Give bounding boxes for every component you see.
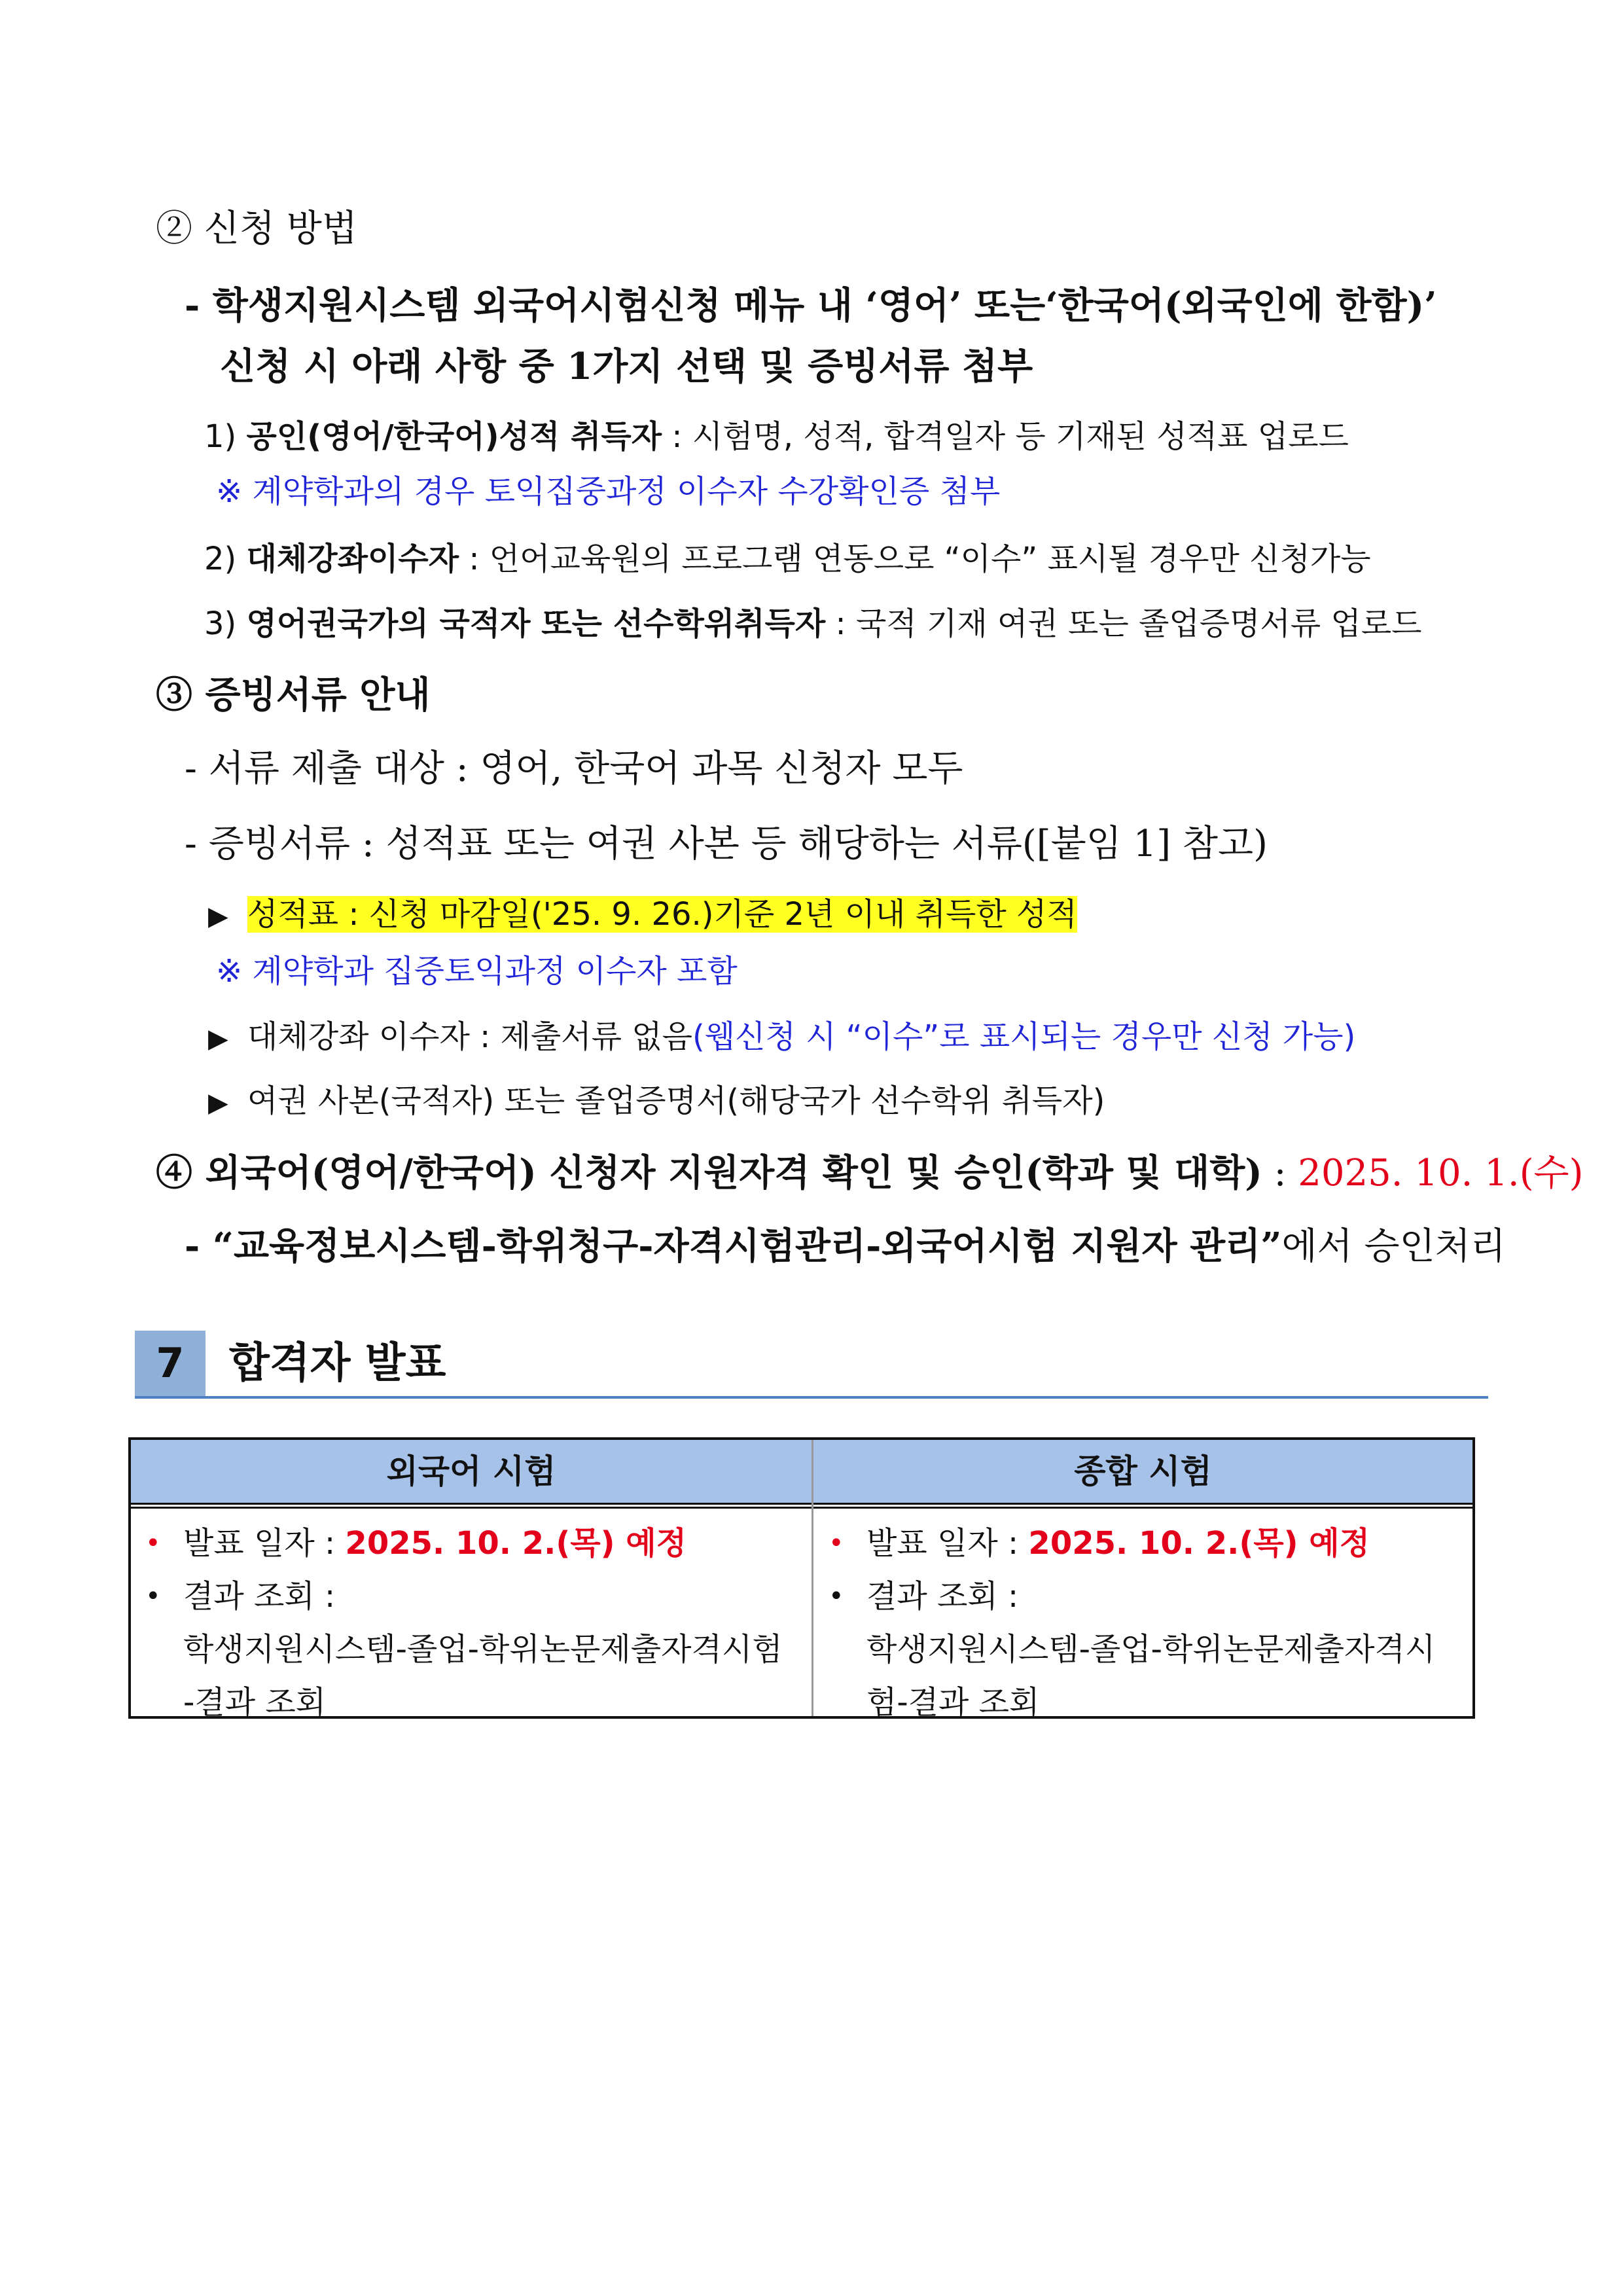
result-label: 결과 조회 :	[183, 1578, 336, 1615]
table-cell-comprehensive	[829, 1517, 1457, 1729]
table-cell-foreign	[145, 1517, 800, 1729]
docs-note-contract: ※ 계약학과 집중토익과정 이수자 포함	[216, 953, 738, 990]
docs-passport-row	[208, 1075, 1105, 1121]
announce-date: 2025. 10. 2.(목) 예정	[1028, 1525, 1370, 1562]
approval-date: 2025. 10. 1.(수)	[1298, 1152, 1584, 1194]
docs-passport: 여권 사본(국적자) 또는 졸업증명서(해당국가 선수학위 취득자)	[247, 1083, 1105, 1119]
result-path-line2: -결과 조회	[183, 1684, 327, 1721]
section-number: 7	[135, 1331, 205, 1396]
table-header-comprehensive: 종합 시험	[813, 1440, 1472, 1503]
method-item-2	[204, 533, 1371, 579]
table-header-divider	[131, 1503, 1472, 1509]
announce-label: 발표 일자 :	[183, 1525, 346, 1562]
arrow-icon: ▶	[208, 1024, 228, 1054]
table-header-foreign: 외국어 시험	[131, 1440, 812, 1503]
item-title: 대체강좌이수자	[246, 541, 459, 577]
item-number: 3)	[204, 605, 237, 642]
docs-alt-course-row	[208, 1011, 1355, 1056]
arrow-icon: ▶	[208, 1088, 228, 1118]
docs-alt-course: 대체강좌 이수자 : 제출서류 없음	[247, 1018, 692, 1055]
results-table	[128, 1437, 1475, 1719]
item-desc: : 국적 기재 여권 또는 졸업증명서류 업로드	[825, 605, 1422, 642]
approval-path	[185, 1217, 1506, 1270]
result-label: 결과 조회 :	[866, 1578, 1019, 1615]
bullet-icon: •	[145, 1581, 161, 1611]
method-heading: ② 신청 방법	[156, 207, 357, 250]
item-title: 공인(영어/한국어)성적 취득자	[246, 418, 662, 455]
method-intro-line2: 신청 시 아래 사항 중 1가지 선택 및 증빙서류 첨부	[220, 345, 1033, 388]
method-intro-line1: - 학생지원시스템 외국어시험신청 메뉴 내 ‘영어’ 또는‘한국어(외국인에 한함)’	[185, 284, 1437, 327]
bullet-icon: •	[829, 1528, 844, 1558]
announce-label: 발표 일자 :	[866, 1525, 1029, 1562]
method-item-3	[204, 598, 1422, 643]
item-title: 영어권국가의 국적자 또는 선수학위취득자	[246, 605, 826, 642]
table-column-divider	[812, 1440, 813, 1716]
docs-evidence: - 증빙서류 : 성적표 또는 여권 사본 등 해당하는 서류([붙임 1] 참고)	[185, 823, 1268, 865]
section-divider	[135, 1396, 1488, 1399]
section-title: 합격자 발표	[229, 1339, 446, 1388]
announce-date: 2025. 10. 2.(목) 예정	[345, 1525, 687, 1562]
item-number: 1)	[204, 418, 237, 455]
docs-alt-course-note: (웹신청 시 “이수”로 표시되는 경우만 신청 가능)	[692, 1018, 1356, 1055]
docs-transcript-row	[208, 889, 1077, 934]
approval-sep: :	[1262, 1152, 1298, 1194]
docs-transcript: 성적표 : 신청 마감일('25. 9. 26.)기준 2년 이내 취득한 성적	[247, 896, 1077, 933]
result-path-line2: 험-결과 조회	[866, 1684, 1040, 1721]
item-number: 2)	[204, 541, 237, 577]
arrow-icon: ▶	[208, 901, 228, 931]
method-item-1	[204, 411, 1349, 456]
approval-path-menu: - “교육정보시스템-학위청구-자격시험관리-외국어시험 지원자 관리”	[185, 1225, 1282, 1268]
item-desc: : 언어교육원의 프로그램 연동으로 “이수” 표시될 경우만 신청가능	[459, 541, 1371, 577]
item-desc: : 시험명, 성적, 합격일자 등 기재된 성적표 업로드	[662, 418, 1349, 455]
result-path-line1: 학생지원시스템-졸업-학위논문제출자격시험	[183, 1631, 783, 1668]
docs-heading: ③ 증빙서류 안내	[156, 673, 431, 717]
approval-heading	[156, 1144, 1583, 1196]
bullet-icon: •	[145, 1528, 161, 1558]
docs-target: - 서류 제출 대상 : 영어, 한국어 과목 신청자 모두	[185, 747, 963, 790]
method-note-contract: ※ 계약학과의 경우 토익집중과정 이수자 수강확인증 첨부	[216, 473, 1001, 510]
result-path-line1: 학생지원시스템-졸업-학위논문제출자격시	[866, 1631, 1436, 1668]
approval-title: ④ 외국어(영어/한국어) 신청자 지원자격 확인 및 승인(학과 및 대학)	[156, 1151, 1262, 1194]
approval-path-action: 에서 승인처리	[1281, 1225, 1506, 1268]
bullet-icon: •	[829, 1581, 844, 1611]
